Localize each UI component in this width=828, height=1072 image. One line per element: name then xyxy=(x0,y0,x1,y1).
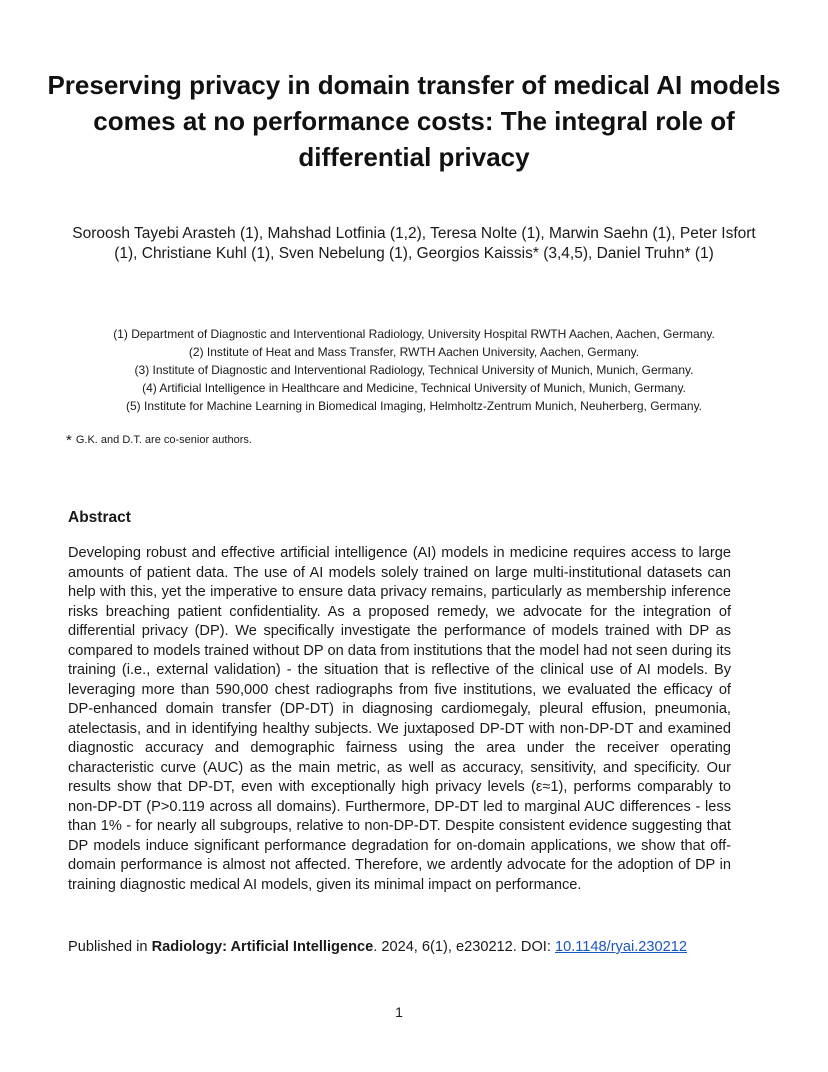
journal-name: Radiology: Artificial Intelligence xyxy=(151,939,374,955)
page-number: 1 xyxy=(395,1004,403,1020)
affiliation-1: (1) Department of Diagnostic and Interventional Radiology, University Hospital RWTH Aachen, Aachen, Germany. xyxy=(113,327,715,341)
abstract-body: Developing robust and effective artificial intelligence (AI) models in medicine requires access to large amounts of patient data. The use of AI models solely trained on large multi-institutional datasets can help with this, yet the imperative to ensure data privacy remains, particularly as membership inference risks breaching patient confidentiality. As a proposed remedy, we advocate for the integration of differential privacy (DP). We specifically investigate the performance of models trained with DP as compared to models trained without DP on data from institutions that the model had not seen during its training (i.e., external validation) - the situation that is reflective of the clinical use of AI models. By leveraging more than 590,000 chest radiographs from five institutions, we evaluated the efficacy of DP-enhanced domain transfer (DP-DT) in diagnosing cardiomegaly, pleural effusion, pneumonia, atelectasis, and in identifying healthy subjects. We juxtaposed DP-DT with non-DP-DT and examined diagnostic accuracy and demographic fairness using the area under the receiver operating characteristic curve (AUC) as the main metric, as well as accuracy, sensitivity, and specificity. Our results show that DP-DT, even with exceptionally high privacy levels (ε≈1), performs comparably to non-DP-DT (P>0.119 across all domains). Furthermore, DP-DT led to marginal AUC differences - less than 1% - for nearly all subgroups, relative to non-DP-DT. Despite consistent evidence suggesting that DP models induce significant performance degradation for on-domain applications, we show that off-domain performance is almost not affected. Therefore, we ardently advocate for the adoption of DP in training diagnostic medical AI models, given its minimal impact on performance. xyxy=(68,545,731,893)
paper-title: Preserving privacy in domain transfer of medical AI models comes at no performance costs: The integral role of differential privacy xyxy=(47,70,781,172)
abstract-heading: Abstract xyxy=(68,509,131,526)
footnote-star: * xyxy=(66,432,72,449)
published-details: . 2024, 6(1), e230212. DOI: xyxy=(373,939,555,955)
publication-note xyxy=(68,937,687,957)
co-senior-text: G.K. and D.T. are co-senior authors. xyxy=(75,434,252,446)
doi-link[interactable]: 10.1148/ryai.230212 xyxy=(554,939,687,955)
affiliation-2: (2) Institute of Heat and Mass Transfer, RWTH Aachen University, Aachen, Germany. xyxy=(188,345,640,359)
author-list: Soroosh Tayebi Arasteh (1), Mahshad Lotfinia (1,2), Teresa Nolte (1), Marwin Saehn (1), Peter Isfort (1), Christiane Kuhl (1), Sven Nebelung (1), Georgios Kaissis* (3,4,5), Daniel Truhn* (1) xyxy=(72,225,756,262)
affiliation-5: (5) Institute for Machine Learning in Biomedical Imaging, Helmholtz-Zentrum Munich, Neuherberg, Germany. xyxy=(125,399,703,413)
affiliation-4: (4) Artificial Intelligence in Healthcare and Medicine, Technical University of Munich, Munich, Germany. xyxy=(142,381,686,395)
affiliation-list xyxy=(62,325,766,415)
affiliation-3: (3) Institute of Diagnostic and Interventional Radiology, Technical University of Munich, Munich, Germany. xyxy=(134,363,694,377)
co-senior-note xyxy=(66,432,252,449)
published-prefix: Published in xyxy=(68,939,152,955)
